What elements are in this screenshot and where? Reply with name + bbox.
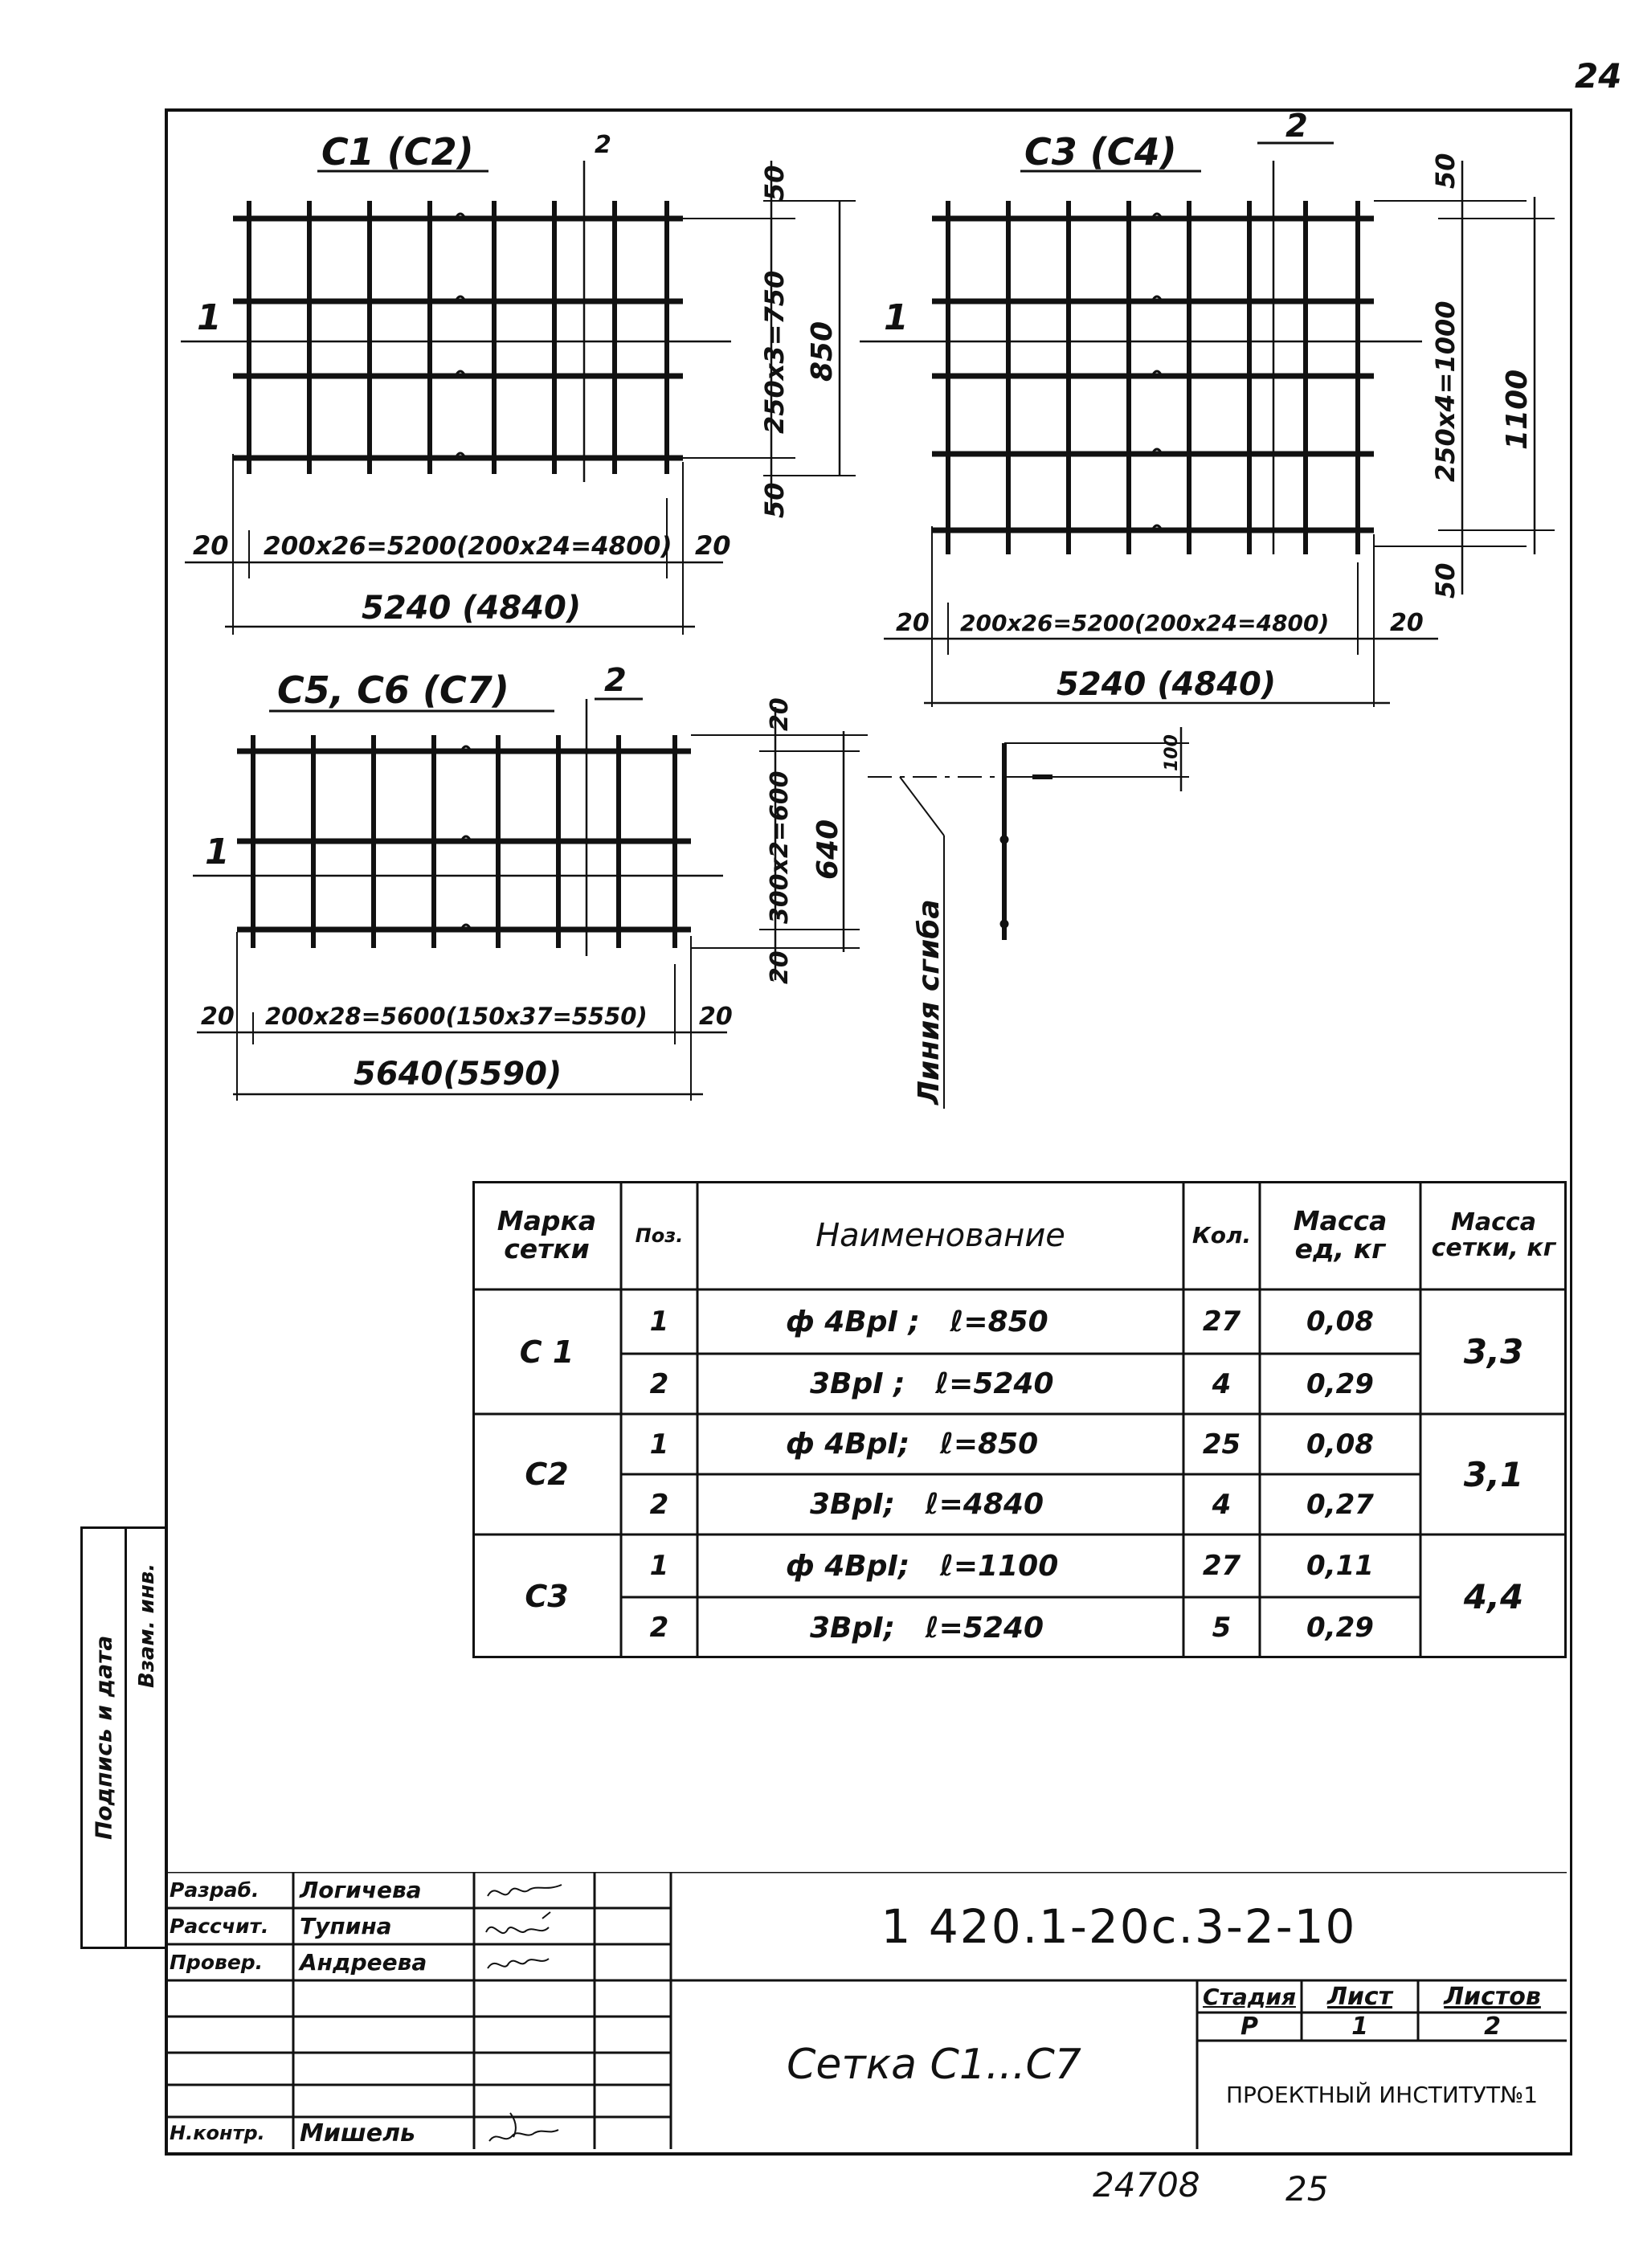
sheet-value: 1 bbox=[1351, 2013, 1368, 2041]
role-norm-control: Н.контр. bbox=[170, 2122, 265, 2144]
group-mark: С3 bbox=[525, 1579, 569, 1614]
c1-title: С1 (С2) bbox=[321, 130, 474, 174]
bend-label: Линия сгиба bbox=[913, 899, 946, 1105]
c5-section-mark: 2 bbox=[604, 662, 627, 699]
header-qty: Кол. bbox=[1191, 1222, 1252, 1248]
side-stamp-inv: Взам. инв. bbox=[135, 1563, 159, 1688]
bottom-page-number: 25 bbox=[1285, 2169, 1329, 2209]
c5-title: С5, С6 (С7) bbox=[277, 668, 509, 712]
c1-inner-dim: 250х3=750 bbox=[759, 270, 790, 434]
c3-section-mark: 2 bbox=[1285, 108, 1308, 145]
group-total: 3,1 bbox=[1463, 1454, 1524, 1494]
c1-section-mark: 2 bbox=[595, 131, 611, 159]
doc-code: 1 420.1-20с.3-2-10 bbox=[881, 1898, 1357, 1954]
drawing-name: Сетка С1...С7 bbox=[787, 2041, 1081, 2089]
row-mass: 0,08 bbox=[1306, 1306, 1374, 1338]
c5-total-length: 5640(5590) bbox=[354, 1056, 562, 1093]
row-name: ф 4ВрI; ℓ=850 bbox=[786, 1428, 1039, 1461]
name-calculated: Тупина bbox=[300, 1913, 392, 1939]
c3-bottom-cover: 50 bbox=[1430, 562, 1461, 599]
c5-bottom-cover: 20 bbox=[766, 950, 794, 984]
row-name: 3ВрI ; ℓ=5240 bbox=[810, 1367, 1054, 1400]
name-checked: Андреева bbox=[300, 1949, 427, 1976]
c1-total-length: 5240 (4840) bbox=[362, 590, 582, 627]
c3-title: С3 (С4) bbox=[1024, 130, 1177, 174]
c3-left-end: 20 bbox=[896, 609, 930, 637]
side-stamp bbox=[80, 1526, 167, 1949]
c5-spacing-dim: 200х28=5600(150х37=5550) bbox=[265, 1003, 648, 1030]
c1-pos1: 1 bbox=[197, 297, 222, 338]
organization: ПРОЕКТНЫЙ ИНСТИТУТ№1 bbox=[1225, 2082, 1539, 2108]
c1-left-end: 20 bbox=[193, 530, 229, 561]
row-pos: 2 bbox=[649, 1488, 669, 1521]
row-qty: 25 bbox=[1202, 1428, 1241, 1461]
row-name: ф 4ВрI ; ℓ=850 bbox=[786, 1305, 1048, 1338]
c3-total-length: 5240 (4840) bbox=[1057, 666, 1277, 703]
c5-inner-dim: 300х2=600 bbox=[766, 770, 794, 924]
spec-table bbox=[472, 1181, 1567, 1658]
row-pos: 1 bbox=[649, 1306, 669, 1338]
name-norm-control: Мишель bbox=[300, 2119, 416, 2147]
role-calculated: Рассчит. bbox=[170, 1915, 269, 1938]
header-pos: Поз. bbox=[635, 1224, 684, 1247]
c3-pos1: 1 bbox=[884, 297, 909, 338]
title-block bbox=[165, 1872, 1567, 2149]
side-stamp-sign-date: Подпись и дата bbox=[90, 1635, 117, 1841]
c3-inner-dim: 250х4=1000 bbox=[1430, 300, 1461, 482]
header-name: Наименование bbox=[815, 1216, 1065, 1254]
row-mass: 0,29 bbox=[1306, 1367, 1374, 1400]
c1-right-end: 20 bbox=[695, 530, 731, 561]
role-checked: Провер. bbox=[170, 1951, 264, 1974]
row-qty: 5 bbox=[1212, 1612, 1232, 1644]
row-mass: 0,11 bbox=[1306, 1550, 1374, 1582]
row-pos: 2 bbox=[649, 1367, 669, 1400]
row-mass: 0,08 bbox=[1306, 1428, 1374, 1461]
row-qty: 4 bbox=[1212, 1488, 1232, 1521]
signatures bbox=[478, 1872, 595, 2149]
row-mass: 0,29 bbox=[1306, 1612, 1374, 1644]
row-pos: 1 bbox=[649, 1428, 669, 1461]
header-mark: Марка сетки bbox=[497, 1204, 597, 1265]
group-mark: С 1 bbox=[519, 1334, 574, 1370]
group-mark: С2 bbox=[525, 1457, 569, 1492]
inventory-number: 24708 bbox=[1093, 2165, 1200, 2205]
c3-spacing-dim: 200х26=5200(200х24=4800) bbox=[960, 610, 1330, 636]
c1-top-cover: 50 bbox=[759, 165, 790, 201]
c1-bottom-cover: 50 bbox=[759, 482, 790, 518]
row-pos: 1 bbox=[649, 1550, 669, 1582]
c3-right-end: 20 bbox=[1390, 609, 1424, 637]
c5-total-height: 640 bbox=[811, 819, 844, 880]
page-number: 24 bbox=[1575, 56, 1622, 96]
group-total: 4,4 bbox=[1463, 1576, 1524, 1616]
c3-total-height: 1100 bbox=[1501, 369, 1534, 450]
row-pos: 2 bbox=[649, 1612, 669, 1644]
row-name: 3ВрI; ℓ=5240 bbox=[810, 1611, 1044, 1645]
c5-top-cover: 20 bbox=[766, 697, 794, 731]
c1-spacing-dim: 200х26=5200(200х24=4800) bbox=[264, 532, 672, 561]
header-unit-mass: Масса ед, кг bbox=[1293, 1204, 1388, 1265]
role-developer: Разраб. bbox=[170, 1878, 260, 1902]
row-qty: 27 bbox=[1202, 1550, 1241, 1582]
row-mass: 0,27 bbox=[1306, 1488, 1374, 1521]
stage-value: Р bbox=[1240, 2013, 1258, 2041]
c1-total-height: 850 bbox=[806, 321, 839, 382]
bend-dim: 100 bbox=[1162, 734, 1182, 771]
row-qty: 4 bbox=[1212, 1367, 1232, 1400]
row-name: ф 4ВрI; ℓ=1100 bbox=[786, 1549, 1059, 1583]
name-developer: Логичева bbox=[300, 1877, 422, 1903]
c3-top-cover: 50 bbox=[1430, 153, 1461, 189]
header-total-mass: Масса сетки, кг bbox=[1431, 1208, 1556, 1262]
group-total: 3,3 bbox=[1463, 1332, 1524, 1371]
sheets-value: 2 bbox=[1484, 2013, 1501, 2041]
row-name: 3ВрI; ℓ=4840 bbox=[810, 1488, 1044, 1521]
c5-left-end: 20 bbox=[201, 1003, 235, 1031]
sheet-header: Лист bbox=[1326, 1982, 1393, 2011]
row-qty: 27 bbox=[1202, 1306, 1241, 1338]
stage-header: Стадия bbox=[1203, 1983, 1296, 2010]
mesh-c1 bbox=[181, 161, 856, 635]
c5-pos1: 1 bbox=[205, 832, 230, 872]
sheets-header: Листов bbox=[1444, 1982, 1541, 2011]
c5-right-end: 20 bbox=[699, 1003, 733, 1031]
